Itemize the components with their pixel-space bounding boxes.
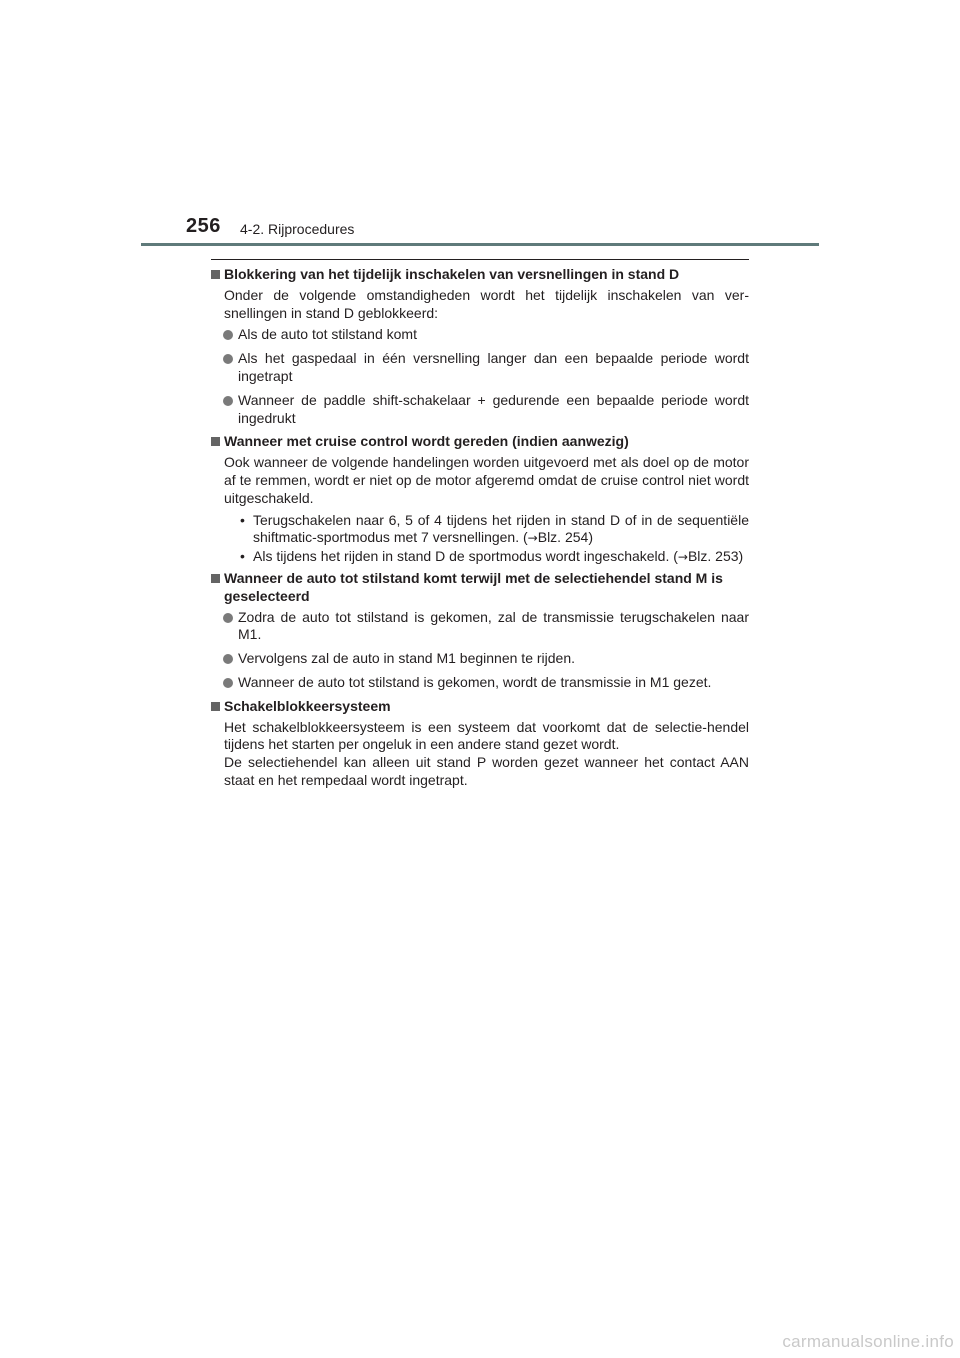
section-heading: Blokkering van het tijdelijk inschakelen van versnellingen in stand D: [211, 266, 749, 284]
page-number: 256: [186, 215, 221, 237]
watermark: carmanualsonline.info: [782, 1332, 954, 1351]
dot-marker: •: [240, 548, 245, 565]
content: [211, 266, 749, 794]
square-bullet-icon: [211, 702, 220, 711]
section-paragraph: Het schakelblokkeersysteem is een systeem dat voorkomt dat de selectie-hendel tijdens het starten per ongeluk in een andere stand gezet wordt.: [224, 718, 749, 753]
page-reference: Blz. 254): [537, 529, 593, 546]
list-item: Als de auto tot stilstand komt: [211, 326, 749, 344]
section-title: 4-2. Rijprocedures: [240, 221, 355, 237]
section-heading: Schakelblokkeersysteem: [211, 698, 749, 716]
square-bullet-icon: [211, 270, 220, 279]
list-item: Zodra de auto tot stilstand is gekomen, zal de transmissie terugschakelen naar M1.: [211, 609, 749, 645]
circle-bullet-icon: [223, 654, 233, 664]
list-item: Wanneer de paddle shift-schakelaar + gedurende een bepaalde periode wordt ingedrukt: [211, 392, 749, 428]
section-heading: Wanneer de auto tot stilstand komt terwijl met de selectiehendel stand M is geselecteerd: [211, 570, 749, 606]
list-item: Wanneer de auto tot stilstand is gekomen, wordt de transmissie in M1 gezet.: [211, 674, 749, 692]
header-rule: [141, 243, 819, 246]
circle-bullet-icon: [223, 330, 233, 340]
section-heading: Wanneer met cruise control wordt gereden (indien aanwezig): [211, 433, 749, 451]
square-bullet-icon: [211, 574, 220, 583]
section-paragraph: Ook wanneer de volgende handelingen worden uitgevoerd met als doel op de motor af te remmen, wordt er niet op de motor afgeremd omdat de cruise control niet wordt uitgeschakeld.: [224, 454, 749, 506]
sub-list-item: • Als tijdens het rijden in stand D de sportmodus wordt ingeschakeld. (→Blz. 253): [240, 548, 744, 565]
square-bullet-icon: [211, 437, 220, 446]
circle-bullet-icon: [223, 678, 233, 688]
dot-marker: •: [240, 511, 245, 528]
arrow-right-icon: →: [527, 531, 538, 546]
list-item: Vervolgens zal de auto in stand M1 beginnen te rijden.: [211, 650, 749, 668]
section-paragraph: De selectiehendel kan alleen uit stand P worden gezet wanneer het contact AAN staat en het rempedaal wordt ingetrapt.: [224, 754, 749, 788]
arrow-right-icon: →: [677, 550, 688, 565]
circle-bullet-icon: [223, 613, 233, 623]
content-rule: [211, 259, 749, 260]
list-item: Als het gaspedaal in één versnelling langer dan een bepaalde periode wordt ingetrapt: [211, 350, 749, 386]
sub-list-item: • Terugschakelen naar 6, 5 of 4 tijdens het rijden in stand D of in de sequentiële shiftmatic-sportmodus met 7 versnellingen. (→Blz. 254): [240, 511, 749, 546]
circle-bullet-icon: [223, 354, 233, 364]
circle-bullet-icon: [223, 396, 233, 406]
page-reference: Blz. 253): [687, 548, 744, 565]
section-paragraph: Onder de volgende omstandigheden wordt het tijdelijk inschakelen van ver-snellingen in stand D geblokkeerd:: [224, 286, 749, 321]
